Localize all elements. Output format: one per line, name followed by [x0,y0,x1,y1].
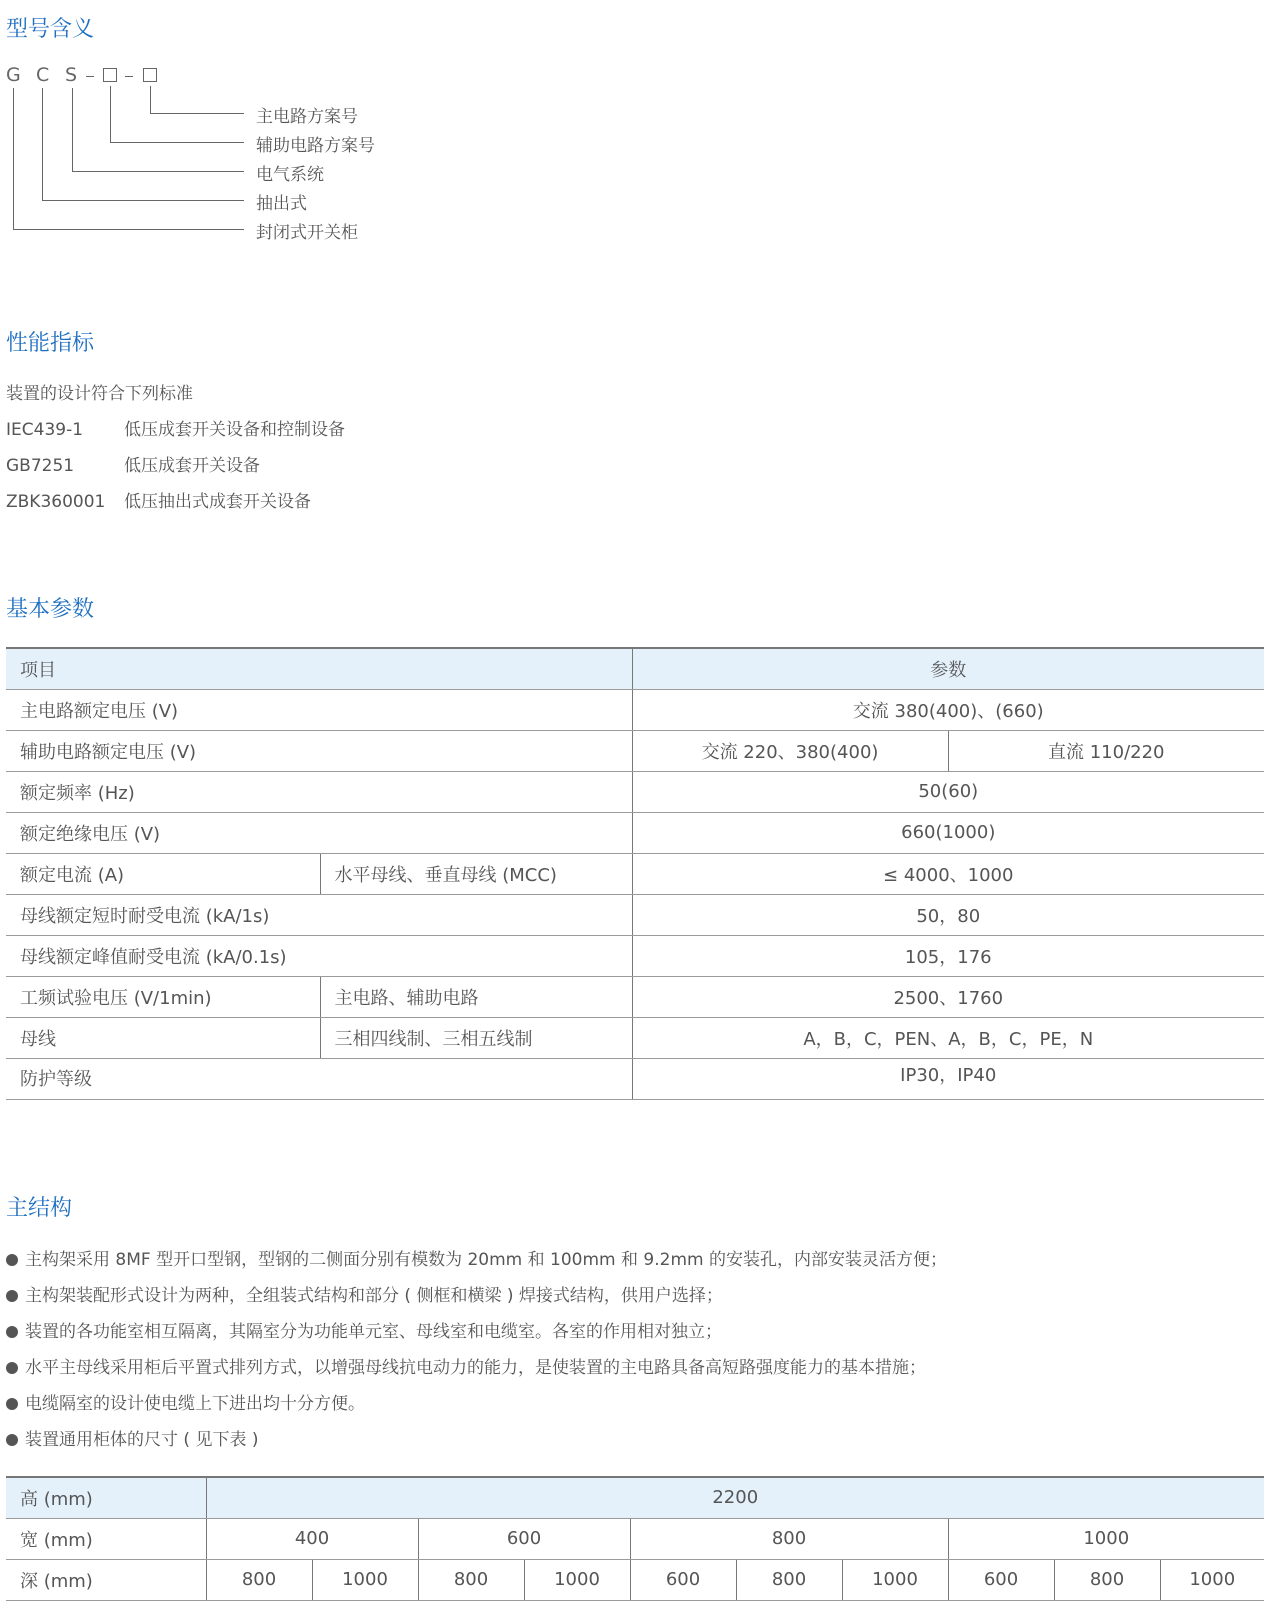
label-enclosed-switchgear: 封闭式开关柜 [256,223,358,243]
bullet-text: 主构架采用 8MF 型开口型钢，型钢的二侧面分别有模数为 20mm 和 100mm 和 9.2mm 的安装孔，内部安装灵活方便； [25,1250,947,1270]
row-label: 母线 [6,1017,320,1058]
dims-value-width: 400 [206,1518,418,1559]
row-label: 额定绝缘电压 (V) [6,812,632,853]
row-sublabel: 主电路、辅助电路 [320,976,632,1017]
table-row [6,730,1264,771]
standard-item [6,415,345,440]
bullet-dot-icon [6,1434,18,1446]
row-value: 50，80 [632,894,1264,935]
connector-line [13,229,244,230]
code-char-c: C [36,64,50,86]
header-item: 项目 [6,648,632,689]
connector-line [72,171,244,172]
dims-value-depth: 600 [948,1559,1054,1600]
row-label: 主电路额定电压 (V) [6,689,632,730]
header-value: 参数 [632,648,1264,689]
dims-value-depth: 1000 [524,1559,630,1600]
table-row [6,812,1264,853]
dims-value-depth: 800 [736,1559,842,1600]
section-title-performance: 性能指标 [6,331,95,356]
structure-bullet [6,1281,723,1306]
table-row [6,689,1264,730]
row-label: 辅助电路额定电压 (V) [6,730,632,771]
row-value: 2500、1760 [632,976,1264,1017]
connector-line [13,88,14,229]
row-value: 660(1000) [632,812,1264,853]
cabinet-dimensions-table [6,1476,1264,1601]
dims-value-width: 1000 [948,1518,1264,1559]
row-value: IP30，IP40 [632,1058,1264,1099]
dims-value-depth: 800 [418,1559,524,1600]
bullet-dot-icon [6,1254,18,1266]
section-title-basic: 基本参数 [6,597,95,622]
section-title-model: 型号含义 [6,17,95,42]
dims-value-depth: 1000 [312,1559,418,1600]
standard-desc: 低压抽出式成套开关设备 [124,492,311,512]
code-box-main [143,68,157,82]
dims-value-width: 600 [418,1518,630,1559]
dims-value-height: 2200 [206,1477,1264,1518]
row-value: 交流 380(400)、(660) [632,689,1264,730]
connector-line [110,142,244,143]
table-row [6,853,1264,894]
bullet-dot-icon [6,1362,18,1374]
connector-line [110,86,111,142]
row-label: 工频试验电压 (V/1min) [6,976,320,1017]
standard-desc: 低压成套开关设备和控制设备 [124,420,345,440]
dims-label-height: 高 (mm) [6,1477,206,1518]
structure-bullet [6,1317,722,1342]
connector-line [72,88,73,171]
table-row [6,1058,1264,1099]
standard-code: ZBK360001 [6,492,106,512]
connector-line [150,86,151,113]
bullet-text: 水平主母线采用柜后平置式排列方式，以增强母线抗电动力的能力，是使装置的主电路具备高短路强度能力的基本措施； [25,1358,926,1378]
table-row [6,976,1264,1017]
code-box-aux [103,68,117,82]
row-label: 母线额定峰值耐受电流 (kA/0.1s) [6,935,632,976]
dims-value-depth: 1000 [1160,1559,1264,1600]
structure-bullet [6,1425,258,1450]
label-main-circuit-scheme: 主电路方案号 [256,107,358,127]
dims-row-height [6,1477,1264,1518]
dims-row-depth [6,1559,1264,1600]
standard-code: GB7251 [6,456,75,476]
row-value: ≤ 4000、1000 [632,853,1264,894]
label-electrical-system: 电气系统 [256,165,324,185]
structure-bullet [6,1245,947,1270]
row-value: A，B，C，PEN、A，B，C，PE，N [632,1017,1264,1058]
bullet-dot-icon [6,1398,18,1410]
connector-line [42,88,43,200]
bullet-text: 装置通用柜体的尺寸 ( 见下表 ) [25,1430,259,1450]
row-value-ac: 交流 220、380(400) [632,730,948,771]
model-code-diagram [0,60,420,250]
bullet-dot-icon [6,1326,18,1338]
row-value: 50(60) [632,771,1264,812]
bullet-dot-icon [6,1290,18,1302]
table-header-row [6,648,1264,689]
row-sublabel: 水平母线、垂直母线 (MCC) [320,853,632,894]
row-sublabel: 三相四线制、三相五线制 [320,1017,632,1058]
standards-intro: 装置的设计符合下列标准 [6,384,193,404]
dims-label-depth: 深 (mm) [6,1559,206,1600]
row-label: 防护等级 [6,1058,632,1099]
structure-bullet [6,1353,926,1378]
section-title-structure: 主结构 [6,1196,73,1221]
row-value: 105，176 [632,935,1264,976]
dims-row-width [6,1518,1264,1559]
bullet-text: 电缆隔室的设计使电缆上下进出均十分方便。 [25,1394,365,1414]
dims-value-depth: 800 [1054,1559,1160,1600]
dims-value-depth: 1000 [842,1559,948,1600]
dims-value-width: 800 [630,1518,948,1559]
code-dash [86,76,94,77]
code-char-g: G [6,64,21,86]
code-dash [125,76,133,77]
connector-line [42,200,244,201]
row-label: 额定频率 (Hz) [6,771,632,812]
label-aux-circuit-scheme: 辅助电路方案号 [256,136,375,156]
basic-params-table [6,647,1264,1100]
dims-label-width: 宽 (mm) [6,1518,206,1559]
table-row [6,894,1264,935]
row-label: 额定电流 (A) [6,853,320,894]
standard-code: IEC439-1 [6,420,84,440]
standard-item [6,487,311,512]
dims-value-depth: 800 [206,1559,312,1600]
row-value-dc: 直流 110/220 [948,730,1264,771]
code-char-s: S [65,64,78,86]
row-label: 母线额定短时耐受电流 (kA/1s) [6,894,632,935]
label-drawout: 抽出式 [256,194,307,214]
standard-item [6,451,260,476]
structure-bullet [6,1389,365,1414]
dims-value-depth: 600 [630,1559,736,1600]
table-row [6,935,1264,976]
standard-desc: 低压成套开关设备 [124,456,260,476]
table-row [6,771,1264,812]
bullet-text: 装置的各功能室相互隔离，其隔室分为功能单元室、母线室和电缆室。各室的作用相对独立； [25,1322,722,1342]
bullet-text: 主构架装配形式设计为两种，全组装式结构和部分 ( 侧框和横梁 ) 焊接式结构，供用户选择； [25,1286,723,1306]
connector-line [150,113,244,114]
table-row [6,1017,1264,1058]
